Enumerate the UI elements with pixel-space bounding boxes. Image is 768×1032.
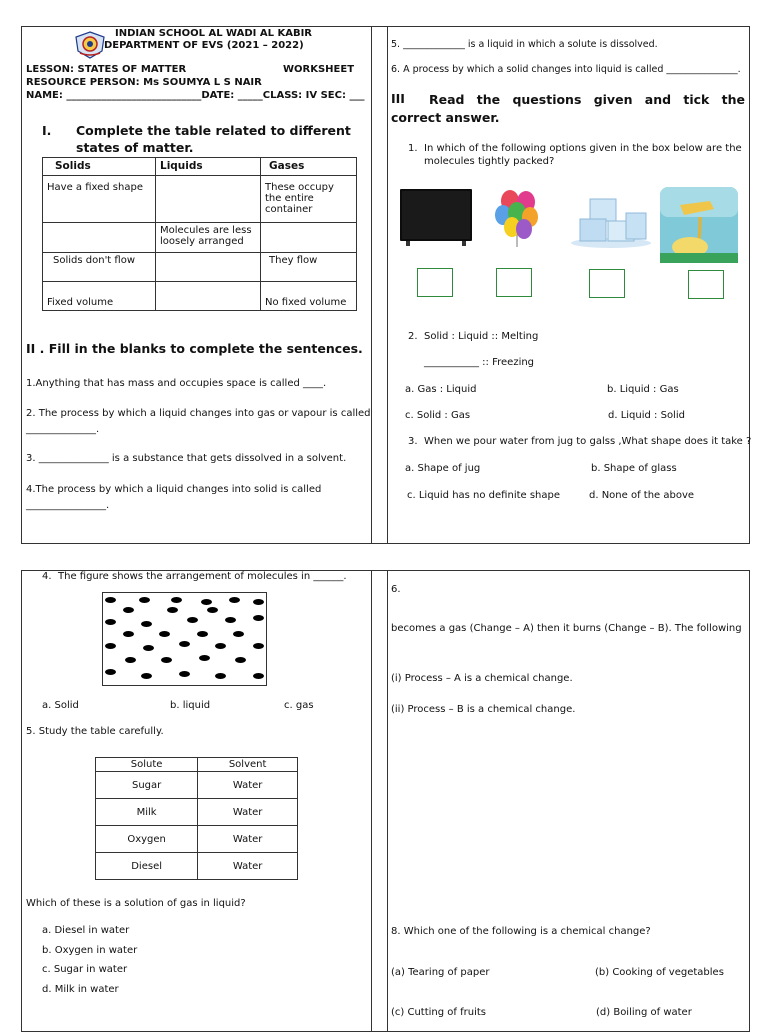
table-cell: Diesel — [96, 853, 198, 880]
table-cell: Have a fixed shape — [43, 176, 156, 223]
mcq3-option-a[interactable]: a. Shape of jug — [405, 463, 481, 474]
states-of-matter-table — [42, 157, 357, 311]
fill-q1: 1.Anything that has mass and occupies space is called ____. — [26, 378, 327, 389]
table-cell: No fixed volume — [261, 282, 357, 311]
mcq8-question: 8. Which one of the following is a chemical change? — [391, 926, 651, 937]
col-solids: Solids — [43, 158, 156, 176]
table-cell-blank[interactable] — [156, 282, 261, 311]
col-liquids: Liquids — [156, 158, 261, 176]
mcq5-option-d[interactable]: d. Milk in water — [42, 984, 119, 995]
mcq8-option-a[interactable]: (a) Tearing of paper — [391, 967, 490, 978]
solute-solvent-table — [95, 757, 298, 880]
mcq3-option-b[interactable]: b. Shape of glass — [591, 463, 677, 474]
mcq3-option-c[interactable]: c. Liquid has no definite shape — [407, 490, 561, 501]
page1-column-divider-2 — [387, 27, 388, 543]
table-cell: Water — [198, 772, 298, 799]
page1-column-divider — [371, 27, 372, 543]
mcq8-option-b[interactable]: (b) Cooking of vegetables — [595, 967, 724, 978]
mcq2-analogy-1: Solid : Liquid :: Melting — [424, 331, 539, 342]
resource-person: RESOURCE PERSON: Ms SOUMYA L S NAIR — [26, 77, 262, 88]
table-cell: Sugar — [96, 772, 198, 799]
page2-column-divider — [371, 571, 372, 1031]
table-cell: Molecules are less loosely arranged — [156, 223, 261, 253]
table-cell: Oxygen — [96, 826, 198, 853]
lesson-title: LESSON: STATES OF MATTER — [26, 64, 187, 75]
molecule-arrangement-figure — [102, 592, 267, 686]
table-cell-blank[interactable] — [43, 223, 156, 253]
col-solvent: Solvent — [198, 758, 298, 772]
fill-q4-blank[interactable]: ________________. — [26, 500, 110, 511]
table-cell: Solids don't flow — [43, 253, 156, 282]
section1-number: I. — [42, 123, 52, 138]
worksheet-page-1 — [21, 26, 750, 544]
mcq6-text: becomes a gas (Change – A) then it burns (Change – B). The following — [391, 623, 742, 634]
table-cell-blank[interactable] — [156, 176, 261, 223]
fill-q5: 5. _____________ is a liquid in which a solute is dissolved. — [391, 39, 658, 50]
school-name: INDIAN SCHOOL AL WADI AL KABIR — [115, 28, 313, 39]
section3-number: III — [391, 91, 405, 106]
col-solute: Solute — [96, 758, 198, 772]
balloons-image — [490, 187, 544, 249]
mcq4-question: The figure shows the arrangement of molecules in ______. — [58, 571, 347, 582]
section1-title: Complete the table related to different states of matter. — [76, 123, 351, 155]
fill-q4: 4.The process by which a liquid changes into solid is called — [26, 484, 322, 495]
answer-box-oil[interactable] — [688, 270, 724, 299]
mcq5-option-a[interactable]: a. Diesel in water — [42, 925, 130, 936]
fill-q2-blank[interactable]: ______________. — [26, 424, 100, 435]
mcq8-option-d[interactable]: (d) Boiling of water — [596, 1007, 692, 1018]
mcq5-option-c[interactable]: c. Sugar in water — [42, 964, 128, 975]
mcq3-question: When we pour water from jug to galss ,What shape does it take ? — [424, 436, 752, 447]
oil-pour-image — [660, 187, 738, 263]
mcq2-analogy-2: ___________ :: Freezing — [424, 357, 535, 368]
table-cell: These occupy the entire container — [261, 176, 357, 223]
department-name: DEPARTMENT OF EVS (2021 – 2022) — [104, 40, 304, 51]
answer-box-balloons[interactable] — [496, 268, 532, 297]
mcq1-question: In which of the following options given in the box below are the molecules tightly packed? — [424, 143, 742, 167]
mcq8-option-c[interactable]: (c) Cutting of fruits — [391, 1007, 486, 1018]
section3-title: Read the questions given and tick the correct answer. — [391, 92, 745, 125]
answer-box-ice[interactable] — [589, 269, 625, 298]
col-gases: Gases — [261, 158, 357, 176]
school-logo-icon — [74, 31, 106, 59]
table-cell: Milk — [96, 799, 198, 826]
mcq5-question: Which of these is a solution of gas in liquid? — [26, 898, 246, 909]
mcq4-option-a[interactable]: a. Solid — [42, 700, 79, 711]
worksheet-page-2 — [21, 570, 750, 1032]
mcq5-option-b[interactable]: b. Oxygen in water — [42, 945, 138, 956]
table-cell: Water — [198, 853, 298, 880]
mcq4-number: 4. — [42, 571, 52, 582]
mcq4-option-b[interactable]: b. liquid — [170, 700, 211, 711]
table-cell: Fixed volume — [43, 282, 156, 311]
mcq6-statement-ii: (ii) Process – B is a chemical change. — [391, 704, 576, 715]
table-cell-blank[interactable] — [156, 253, 261, 282]
table-cell: Water — [198, 799, 298, 826]
mcq2-option-d[interactable]: d. Liquid : Solid — [608, 410, 685, 421]
mcq2-option-b[interactable]: b. Liquid : Gas — [607, 384, 679, 395]
fill-q2: 2. The process by which a liquid changes into gas or vapour is called — [26, 408, 371, 419]
tv-image — [398, 187, 474, 247]
mcq2-number: 2. — [408, 331, 418, 342]
worksheet-label: WORKSHEET — [283, 64, 355, 75]
mcq5-intro: 5. Study the table carefully. — [26, 726, 164, 737]
mcq2-option-a[interactable]: a. Gas : Liquid — [405, 384, 477, 395]
table-cell-blank[interactable] — [261, 223, 357, 253]
section2-title: II . Fill in the blanks to complete the sentences. — [26, 341, 363, 356]
mcq2-option-c[interactable]: c. Solid : Gas — [405, 410, 471, 421]
page2-column-divider-2 — [387, 571, 388, 1031]
mcq3-number: 3. — [408, 436, 418, 447]
table-cell: Water — [198, 826, 298, 853]
answer-box-tv[interactable] — [417, 268, 453, 297]
mcq6-statement-i: (i) Process – A is a chemical change. — [391, 673, 573, 684]
fill-q3: 3. ______________ is a substance that gets dissolved in a solvent. — [26, 453, 347, 464]
mcq3-option-d[interactable]: d. None of the above — [589, 490, 695, 501]
table-cell: They flow — [261, 253, 357, 282]
mcq1-number: 1. — [408, 143, 418, 154]
mcq4-option-c[interactable]: c. gas — [284, 700, 314, 711]
mcq6-number: 6. — [391, 584, 401, 595]
name-date-class-line: NAME: ___________________________DATE: _____CLASS: IV SEC: ___ — [26, 90, 365, 101]
fill-q6: 6. A process by which a solid changes into liquid is called _______________. — [391, 64, 741, 75]
ice-cubes-image — [570, 193, 652, 249]
